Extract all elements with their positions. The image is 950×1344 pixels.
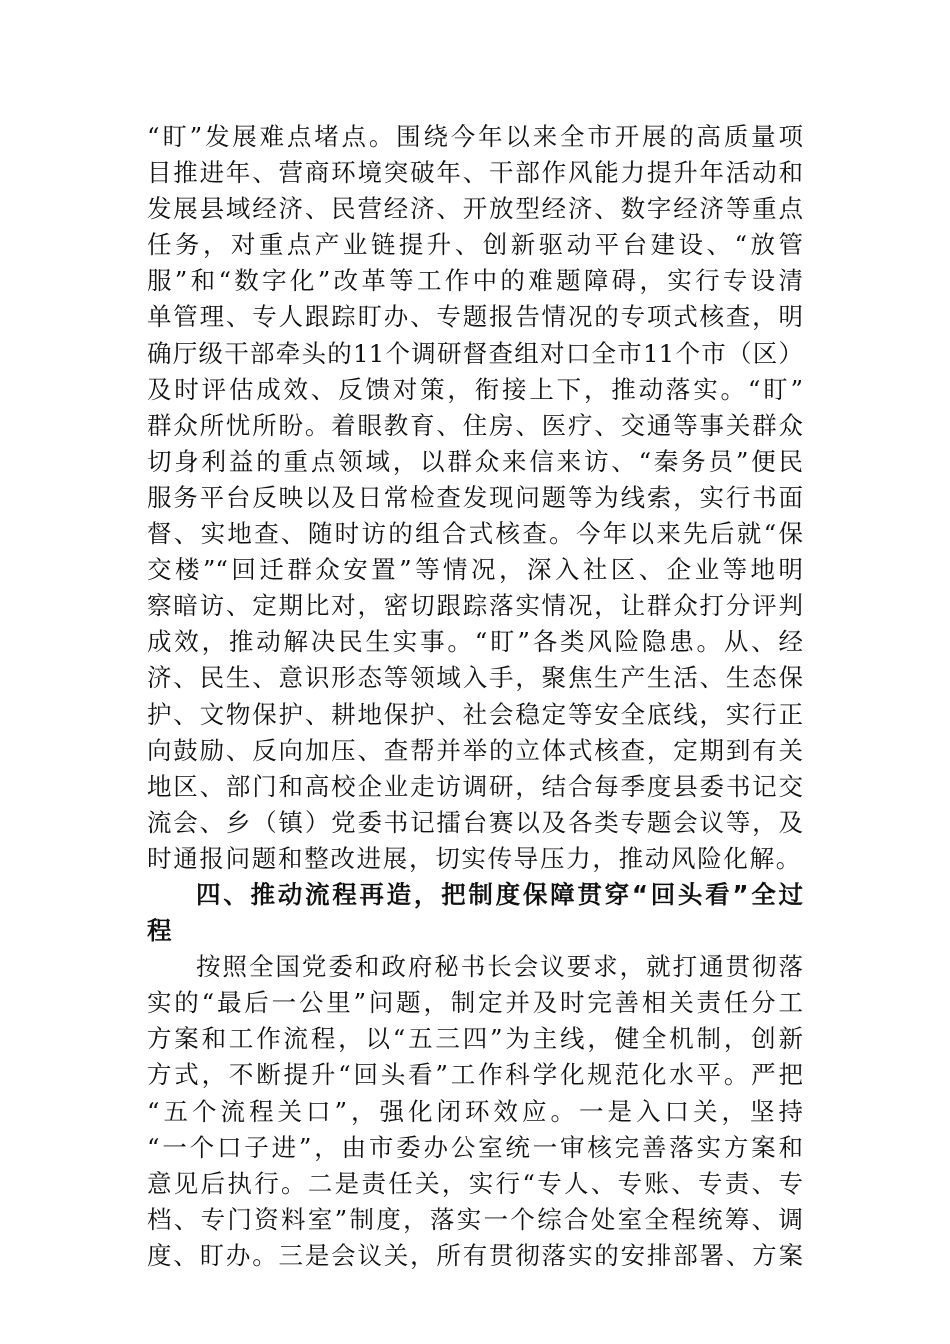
text-line: 及时评估成效、反馈对策，衔接上下，推动落实。“盯” [147,374,803,404]
text-line: 度、盯办。三是会议关，所有贯彻落实的安排部署、方案 [147,1240,803,1270]
text-line: 单管理、专人跟踪盯办、专题报告情况的专项式核查，明 [147,302,803,332]
document-page [147,119,803,1274]
text-line: 任务，对重点产业链提升、创新驱动平台建设、“放管 [147,230,803,260]
text-line: 群众所忧所盼。着眼教育、住房、医疗、交通等事关群众 [147,410,803,440]
text-line: 按照全国党委和政府秘书长会议要求，就打通贯彻落 [196,952,803,982]
section-heading [147,877,803,949]
text-line: “五个流程关口”，强化闭环效应。一是入口关，坚持 [147,1096,803,1126]
text-line: “盯”发展难点堵点。围绕今年以来全市开展的高质量项 [147,122,803,151]
text-line: 档、专门资料室”制度，落实一个综合处室全程统筹、调 [147,1204,803,1234]
text-line: 服”和“数字化”改革等工作中的难题障碍，实行专设清 [147,266,803,296]
text-line: 察暗访、定期比对，密切跟踪落实情况，让群众打分评判 [147,591,803,621]
text-line: 方案和工作流程，以“五三四”为主线，健全机制，创新 [147,1024,803,1054]
text-line: 确厅级干部牵头的11个调研督查组对口全市11个市（区） [147,338,803,368]
text-line: 向鼓励、反向加压、查帮并举的立体式核查，定期到有关 [147,735,803,765]
text-line: 意见后执行。二是责任关，实行“专人、专账、专责、专 [147,1168,803,1198]
text-line: 护、文物保护、耕地保护、社会稳定等安全底线，实行正 [147,699,803,729]
text-line: 成效，推动解决民生实事。“盯”各类风险隐患。从、经 [147,627,803,657]
text-line: 流会、乡（镇）党委书记擂台赛以及各类专题会议等，及 [147,807,803,837]
text-line: 实的“最后一公里”问题，制定并及时完善相关责任分工 [147,988,803,1018]
text-line: “一个口子进”，由市委办公室统一审核完善落实方案和 [147,1132,803,1162]
text-line: 时通报问题和整改进展，切实传导压力，推动风险化解。 [147,843,802,873]
text-line: 服务平台反映以及日常检查发现问题等为线索，实行书面 [147,482,803,512]
text-line: 目推进年、营商环境突破年、干部作风能力提升年活动和 [147,158,803,188]
text-line: 发展县域经济、民营经济、开放型经济、数字经济等重点 [147,194,803,224]
text-line: 地区、部门和高校企业走访调研，结合每季度县委书记交 [147,771,803,801]
body-paragraph [147,119,803,877]
heading-line: 程 [147,916,174,946]
text-line: 督、实地查、随时访的组合式核查。今年以来先后就“保 [147,519,803,549]
text-line: 方式，不断提升“回头看”工作科学化规范化水平。严把 [147,1060,803,1090]
text-line: 济、民生、意识形态等领域入手，聚焦生产生活、生态保 [147,663,803,693]
heading-line: 四、推动流程再造，把制度保障贯穿“回头看”全过 [196,879,803,909]
text-line: 交楼”“回迁群众安置”等情况，深入社区、企业等地明 [147,555,803,585]
text-line: 切身利益的重点领域，以群众来信来访、“秦务员”便民 [147,446,803,476]
body-paragraph-2 [147,949,803,1274]
